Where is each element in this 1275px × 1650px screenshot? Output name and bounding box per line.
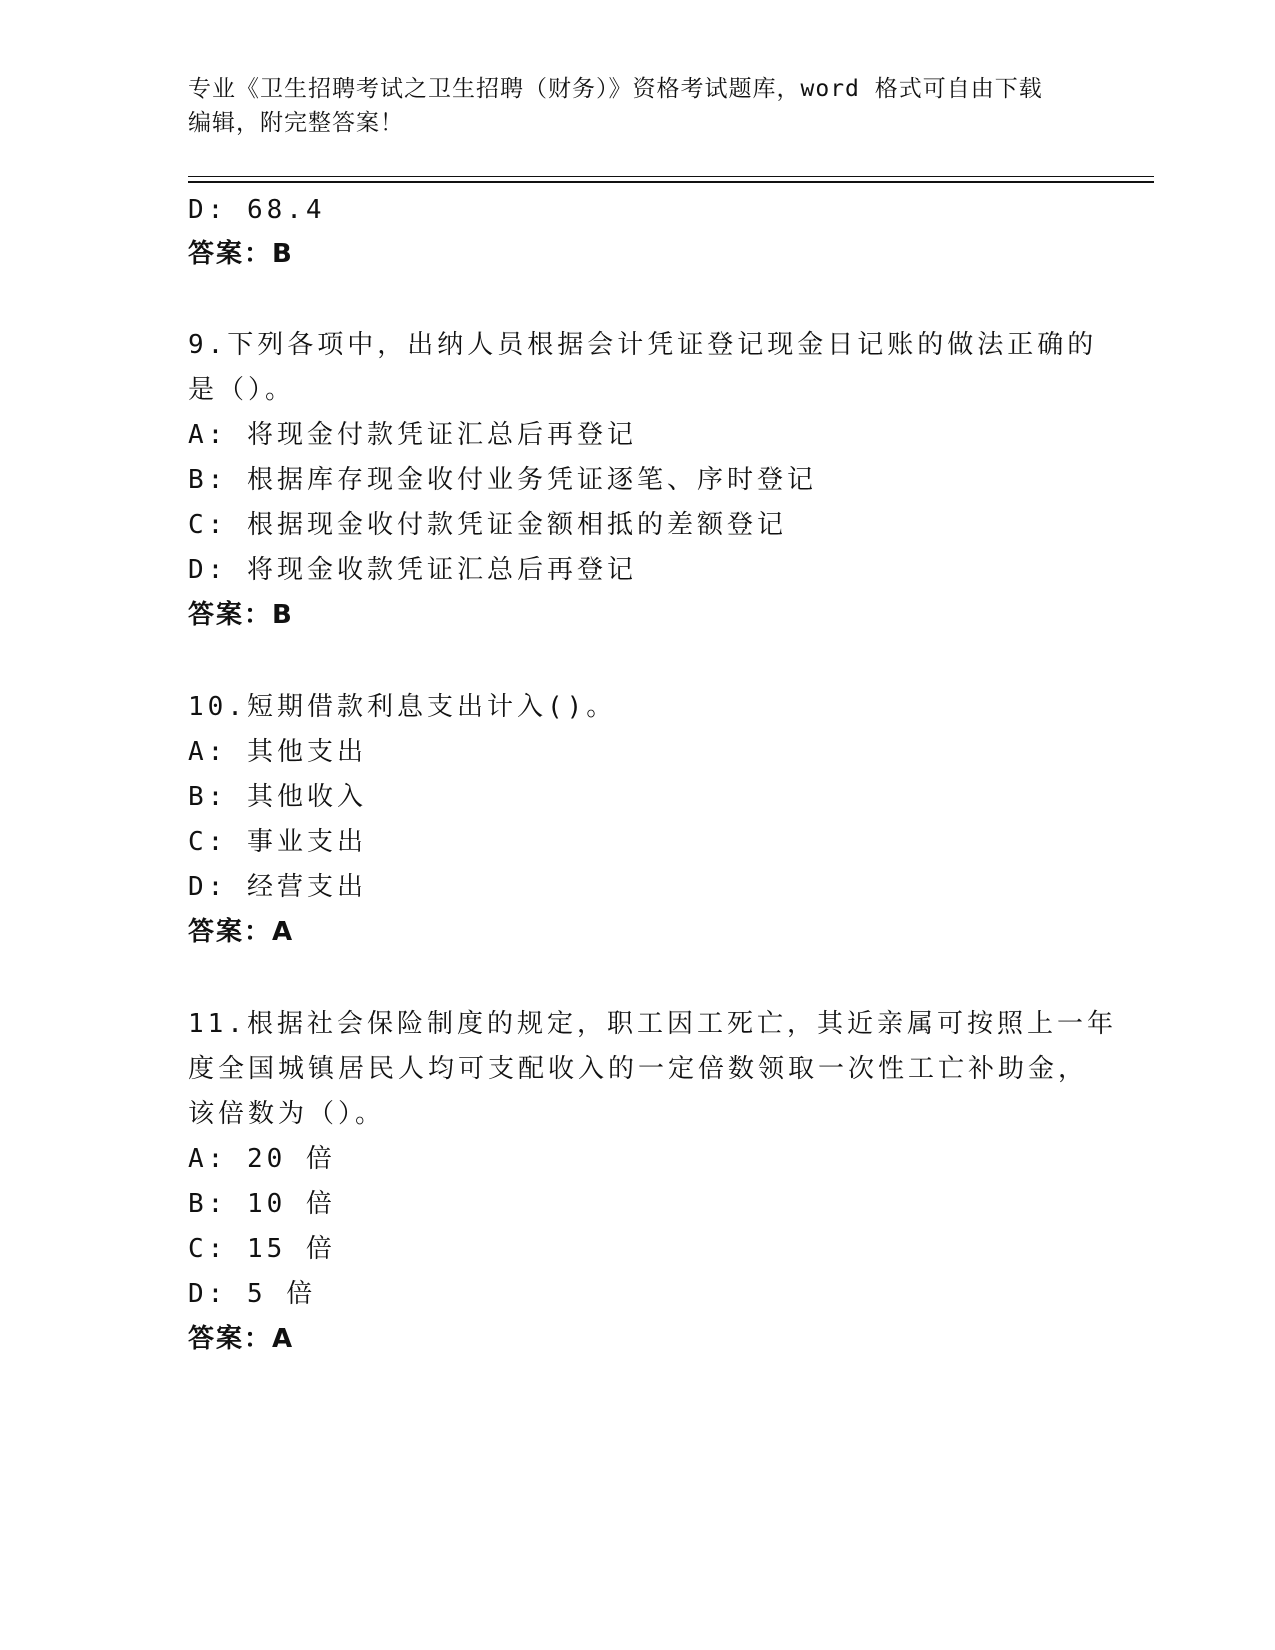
q9-answer: 答案：B <box>188 600 294 630</box>
header-divider-thin <box>188 176 1154 177</box>
q8-answer: 答案：B <box>188 239 294 269</box>
q11-answer: 答案：A <box>188 1324 295 1354</box>
q8-option-d: D: 68.4 <box>188 195 326 225</box>
q9-stem-line-1: 9.下列各项中，出纳人员根据会计凭证登记现金日记账的做法正确的 <box>188 330 1098 360</box>
document-header <box>188 72 1088 140</box>
q11-stem-line-1: 11.根据社会保险制度的规定，职工因工死亡，其近亲属可按照上一年 <box>188 1009 1117 1039</box>
q9-option-d: D: 将现金收款凭证汇总后再登记 <box>188 555 637 585</box>
header-line-2: 编辑，附完整答案！ <box>188 110 404 136</box>
q11-option-c: C: 15 倍 <box>188 1234 336 1264</box>
q11-stem-line-2: 度全国城镇居民人均可支配收入的一定倍数领取一次性工亡补助金， <box>188 1054 1089 1084</box>
q10-option-a: A: 其他支出 <box>188 737 367 767</box>
q9-option-b: B: 根据库存现金收付业务凭证逐笔、序时登记 <box>188 465 817 495</box>
q11-option-b: B: 10 倍 <box>188 1189 336 1219</box>
q9-option-a: A: 将现金付款凭证汇总后再登记 <box>188 420 637 450</box>
q10-option-b: B: 其他收入 <box>188 782 367 812</box>
q9-stem-line-2: 是（）。 <box>188 375 296 405</box>
q9-option-c: C: 根据现金收付款凭证金额相抵的差额登记 <box>188 510 787 540</box>
header-line-1: 专业《卫生招聘考试之卫生招聘（财务）》资格考试题库，word 格式可自由下载 <box>188 76 1043 102</box>
q11-option-d: D: 5 倍 <box>188 1279 317 1309</box>
q10-answer: 答案：A <box>188 917 295 947</box>
q10-option-d: D: 经营支出 <box>188 872 367 902</box>
q11-option-a: A: 20 倍 <box>188 1144 336 1174</box>
header-divider-thick <box>188 181 1154 183</box>
q10-option-c: C: 事业支出 <box>188 827 367 857</box>
q11-stem-line-3: 该倍数为（）。 <box>188 1099 386 1129</box>
q10-stem-line-1: 10.短期借款利息支出计入()。 <box>188 692 617 722</box>
